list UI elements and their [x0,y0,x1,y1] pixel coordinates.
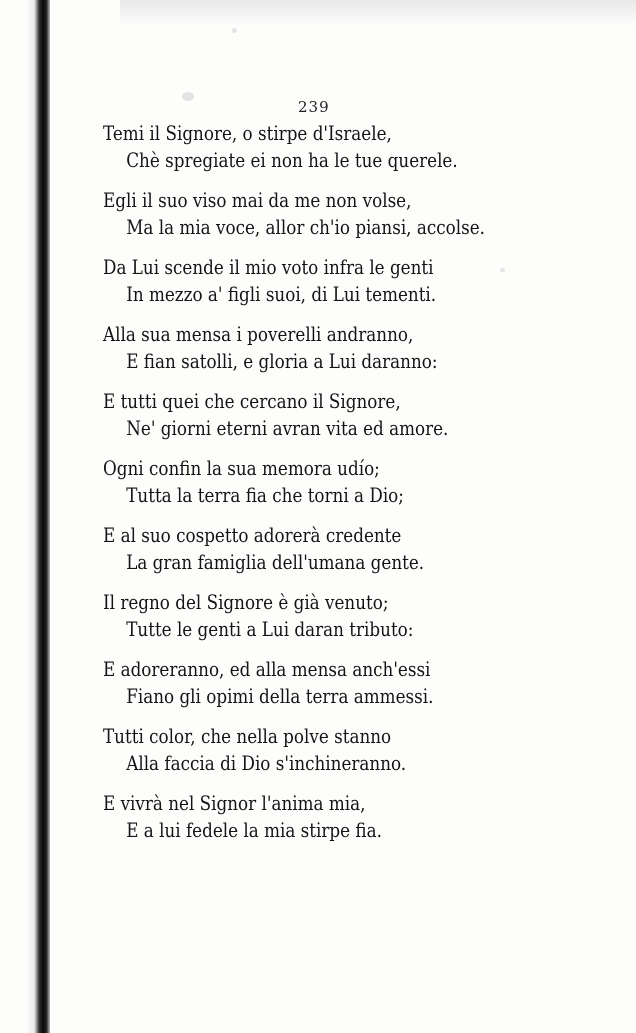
verse-line: In mezzo a' figli suoi, di Lui tementi. [126,282,437,306]
verse-line: E fian satolli, e gloria a Lui daranno: [126,349,438,373]
stanza [103,523,573,576]
page-top-edge [120,0,636,26]
paper-smudge [182,92,194,101]
verse-line: E tutti quei che cercano il Signore, [103,390,401,413]
verse-line: Il regno del Signore è già venuto; [103,591,389,614]
paper-smudge [232,28,237,33]
stanza [103,590,573,643]
book-gutter [26,0,50,1033]
verse-line: E vivrà nel Signor l'anima mia, [103,792,366,815]
stanza [103,322,573,375]
stanza [103,657,573,710]
verse-line: E al suo cospetto adorerà credente [103,524,402,547]
verse-line: Alla sua mensa i poverelli andranno, [103,323,414,346]
stanza [103,389,573,442]
verse-line: Tutti color, che nella polve stanno [103,725,392,748]
verse-line: Tutta la terra fia che torni a Dio; [126,483,404,507]
verse-line: Alla faccia di Dio s'inchineranno. [126,751,407,775]
verse-line: Temi il Signore, o stirpe d'Israele, [103,122,392,145]
verse-line: Fiano gli opimi della terra ammessi. [126,684,434,708]
stanza [103,255,573,308]
verse-line: E a lui fedele la mia stirpe fia. [126,818,382,842]
stanza [103,724,573,777]
verse-line: E adoreranno, ed alla mensa anch'essi [103,658,431,681]
verse-line: Tutte le genti a Lui daran tributo: [126,617,414,641]
stanza [103,791,573,844]
verse-line: Da Lui scende il mio voto infra le genti [103,256,434,279]
verse-line: La gran famiglia dell'umana gente. [126,550,425,574]
verse-line: Ne' giorni eterni avran vita ed amore. [126,416,449,440]
verse-line: Ma la mia voce, allor ch'io piansi, accolse. [126,215,485,239]
stanza [103,188,573,241]
stanza [103,456,573,509]
verse-line: Egli il suo viso mai da me non volse, [103,189,412,212]
page-number: 239 [298,98,330,116]
verse-line: Chè spregiate ei non ha le tue querele. [126,148,458,172]
poem-text [103,121,573,858]
verse-line: Ogni confin la sua memora udío; [103,457,380,480]
stanza [103,121,573,174]
